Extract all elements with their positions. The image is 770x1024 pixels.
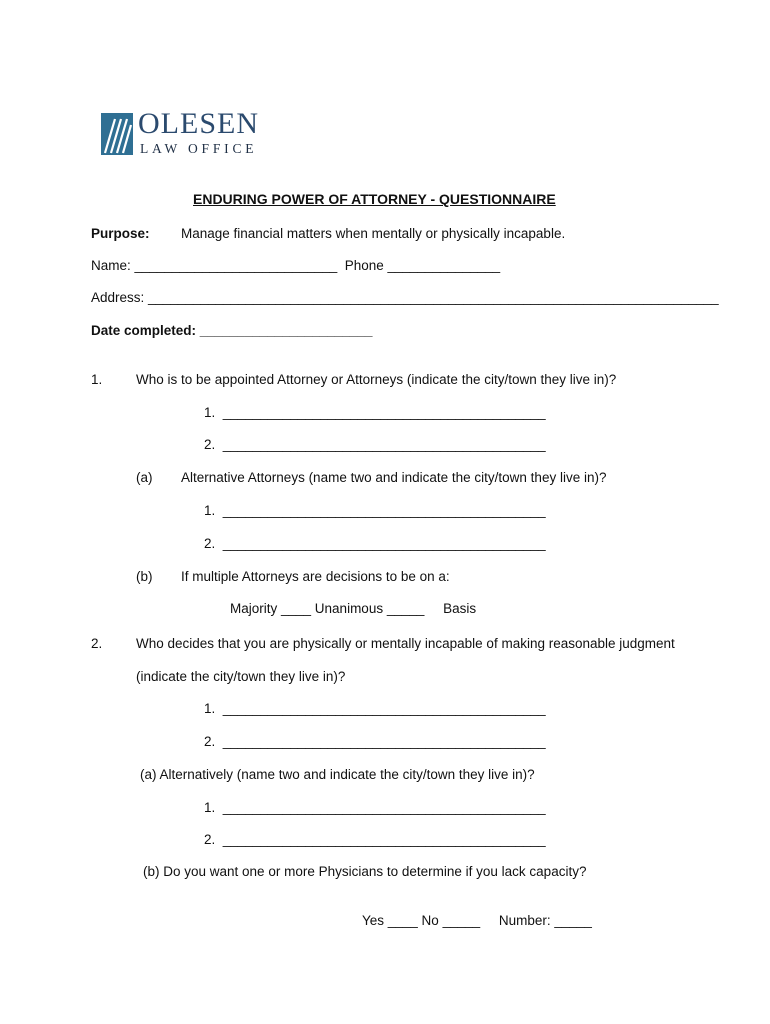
name-phone-field[interactable]: Name: ___________________________ Phone _______________ <box>91 258 501 273</box>
q2-number: 2. <box>91 636 103 651</box>
q2a-alt-field-1[interactable]: 1. ___________________________________________ <box>204 800 546 815</box>
logo-name: OLESEN <box>138 107 259 140</box>
q1a-alt-field-1[interactable]: 1. ___________________________________________ <box>204 503 546 518</box>
olesen-logo-icon <box>101 113 133 155</box>
q1-text: Who is to be appointed Attorney or Attorneys (indicate the city/town they live in)? <box>136 372 617 387</box>
q1b-text: If multiple Attorneys are decisions to be on a: <box>181 569 450 584</box>
purpose-text: Manage financial matters when mentally or physically incapable. <box>181 226 566 241</box>
document-title: ENDURING POWER OF ATTORNEY - QUESTIONNAIRE <box>193 191 556 207</box>
address-field[interactable]: Address: ____________________________________________________________________________ <box>91 290 719 305</box>
q1a-text: Alternative Attorneys (name two and indicate the city/town they live in)? <box>181 470 607 485</box>
logo-subtitle: LAW OFFICE <box>140 141 258 156</box>
q2b-text: (b) Do you want one or more Physicians to determine if you lack capacity? <box>143 864 587 879</box>
q1b-label: (b) <box>136 569 153 584</box>
q2a-text: (a) Alternatively (name two and indicate the city/town they live in)? <box>140 767 535 782</box>
purpose-label: Purpose: <box>91 226 150 241</box>
q2-text-continued: (indicate the city/town they live in)? <box>136 669 346 684</box>
date-completed-field[interactable]: Date completed: _______________________ <box>91 323 373 338</box>
q2a-alt-field-2[interactable]: 2. ___________________________________________ <box>204 832 546 847</box>
q1-attorney-field-1[interactable]: 1. ___________________________________________ <box>204 405 546 420</box>
q2-decider-field-1[interactable]: 1. ___________________________________________ <box>204 701 546 716</box>
q1-attorney-field-2[interactable]: 2. ___________________________________________ <box>204 437 546 452</box>
q1a-alt-field-2[interactable]: 2. ___________________________________________ <box>204 536 546 551</box>
q2b-physician-options[interactable]: Yes ____ No _____ Number: _____ <box>362 913 592 928</box>
q2-text: Who decides that you are physically or mentally incapable of making reasonable judgment <box>136 636 675 651</box>
q1-number: 1. <box>91 372 103 387</box>
q1b-decision-options[interactable]: Majority ____ Unanimous _____ Basis <box>230 601 477 616</box>
q1a-label: (a) <box>136 470 153 485</box>
q2-decider-field-2[interactable]: 2. ___________________________________________ <box>204 734 546 749</box>
